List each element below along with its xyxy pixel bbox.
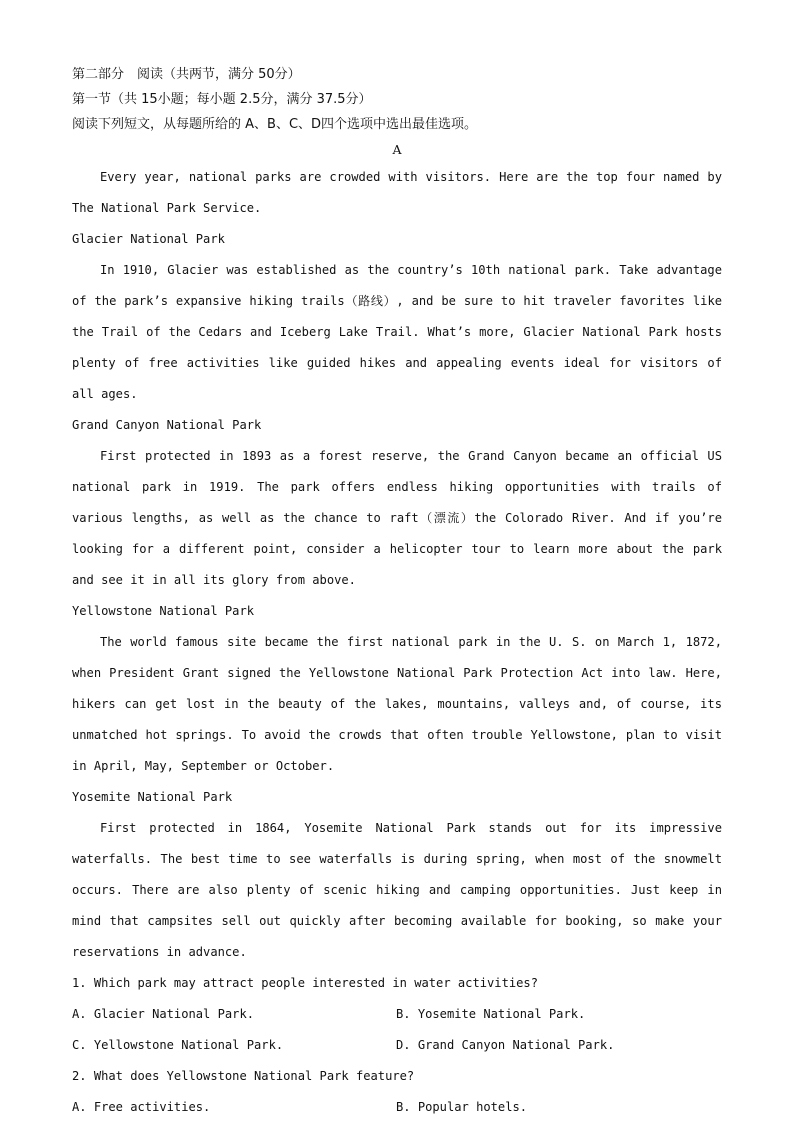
park-heading-glacier: Glacier National Park <box>72 232 225 246</box>
question-1-options <box>72 999 722 1061</box>
question-2-option-a[interactable]: A. Free activities. <box>72 1100 211 1114</box>
park-heading-yellowstone: Yellowstone National Park <box>72 604 255 618</box>
park-text-grand-canyon: First protected in 1893 as a forest reserve, the Grand Canyon became an official US national park in 1919. The park offers endless hiking opportunities with trails of various lengths, as well as the chance to raft（漂流）the Colorado River. And if you’re looking for a different point, consider a helicopter tour to learn more about the park and see it in all its glory from above. <box>72 449 722 587</box>
question-2-options <box>72 1092 722 1123</box>
part-title: 第二部分 阅读（共两节，满分 50分） <box>72 67 301 82</box>
park-text-glacier: In 1910, Glacier was established as the country’s 10th national park. Take advantage of the park’s expansive hiking trails（路线）, and be sure to hit traveler favorites like the Trail of the Cedars and Iceberg Lake Trail. What’s more, Glacier National Park hosts plenty of free activities like guided hikes and appealing events ideal for visitors of all ages. <box>72 263 722 401</box>
park-heading-grand-canyon: Grand Canyon National Park <box>72 418 262 432</box>
question-1-stem: 1. Which park may attract people interested in water activities? <box>72 976 538 990</box>
park-text-yosemite: First protected in 1864, Yosemite National Park stands out for its impressive waterfalls. The best time to see waterfalls is during spring, when most of the snowmelt occurs. There are also plenty of scenic hiking and camping opportunities. Just keep in mind that campsites sell out quickly after becoming available for booking, so make your reservations in advance. <box>72 821 722 959</box>
passage-label: A <box>392 142 402 157</box>
park-text-yellowstone: The world famous site became the first national park in the U. S. on March 1, 1872, when President Grant signed the Yellowstone National Park Protection Act into law. Here, hikers can get lost in the beauty of the lakes, mountains, valleys and, of course, its unmatched hot springs. To avoid the crowds that often trouble Yellowstone, plan to visit in April, May, September or October. <box>72 635 722 773</box>
question-1-option-b[interactable]: B. Yosemite National Park. <box>396 1007 586 1021</box>
section-title: 第一节（共 15小题；每小题 2.5分，满分 37.5分） <box>72 92 372 107</box>
question-1-option-a[interactable]: A. Glacier National Park. <box>72 1007 255 1021</box>
question-1-option-c[interactable]: C. Yellowstone National Park. <box>72 1038 284 1052</box>
passage-intro: Every year, national parks are crowded with visitors. Here are the top four named by The National Park Service. <box>72 170 722 215</box>
park-heading-yosemite: Yosemite National Park <box>72 790 233 804</box>
exam-page <box>72 62 722 1123</box>
instruction-text: 阅读下列短文，从每题所给的 A、B、C、D四个选项中选出最佳选项。 <box>72 117 478 132</box>
question-2-stem: 2. What does Yellowstone National Park feature? <box>72 1069 415 1083</box>
question-1-option-d[interactable]: D. Grand Canyon National Park. <box>396 1038 615 1052</box>
question-2-option-b[interactable]: B. Popular hotels. <box>396 1100 528 1114</box>
